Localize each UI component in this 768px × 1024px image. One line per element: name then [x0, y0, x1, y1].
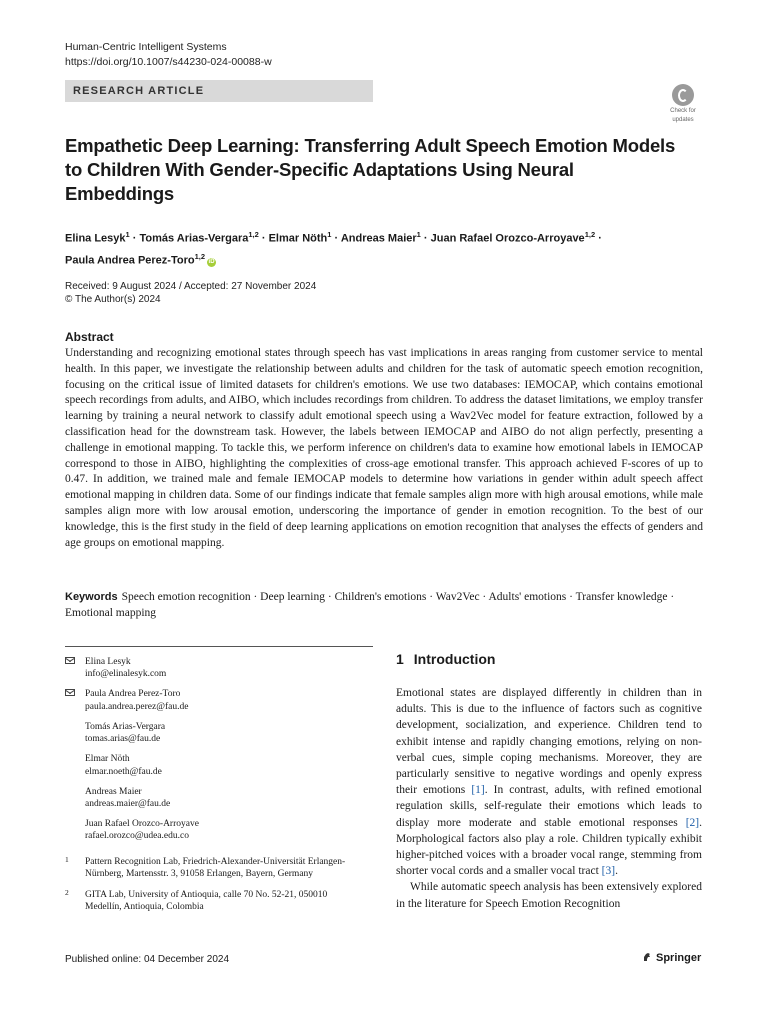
- contact-name: Elina Lesyk: [85, 657, 131, 667]
- footnote-divider: [65, 646, 373, 647]
- author-list: [65, 226, 705, 269]
- contact-entry: [65, 656, 375, 681]
- citation-link[interactable]: [1]: [471, 784, 485, 797]
- envelope-icon: [65, 657, 75, 664]
- author-name[interactable]: Paula Andrea Perez-Toro: [65, 254, 195, 267]
- intro-text-segment: .: [615, 865, 618, 878]
- envelope-icon: [65, 689, 75, 696]
- check-for-updates-badge[interactable]: [664, 84, 702, 124]
- author-separator: ·: [132, 232, 137, 245]
- contact-name: Andreas Maier: [85, 786, 142, 797]
- contact-list: [65, 656, 375, 850]
- contact-entry: [65, 688, 375, 713]
- intro-text-segment: . In contrast, adults, with refined emotional regulation skills, self-regulate their emotions which leads to display more moderate and stable emotional responses: [396, 784, 702, 829]
- keywords: [65, 589, 705, 621]
- keywords-label: Keywords: [65, 591, 118, 603]
- contact-entry: [65, 753, 375, 778]
- received-accepted-dates: Received: 9 August 2024 / Accepted: 27 November 2024: [65, 281, 317, 292]
- check-updates-icon: [672, 84, 694, 106]
- abstract-heading: Abstract: [65, 330, 114, 344]
- citation-link[interactable]: [3]: [601, 865, 616, 878]
- author-affil-sup: 1,2: [584, 230, 596, 239]
- introduction-body: [396, 685, 702, 912]
- affiliation-number: 2: [65, 887, 69, 897]
- contact-email[interactable]: info@elinalesyk.com: [85, 669, 167, 680]
- paper-title: Empathetic Deep Learning: Transferring Adult Speech Emotion Models to Children With Gender-Specific Adaptations Using Neural Embeddings: [65, 135, 676, 204]
- contact-entry: [65, 818, 375, 843]
- affiliation-list: [65, 856, 365, 922]
- author-affil-sup: 1: [416, 230, 421, 239]
- contact-entry: [65, 786, 375, 811]
- contact-name: Elmar Nöth: [85, 754, 130, 765]
- check-updates-line2: updates: [672, 117, 694, 123]
- article-type-banner: RESEARCH ARTICLE: [65, 80, 373, 102]
- author-name[interactable]: Juan Rafael Orozco-Arroyave: [430, 232, 585, 245]
- author-separator: ·: [261, 232, 266, 245]
- intro-paragraph-2: While automatic speech analysis has been extensively explored in the literature for Speech Emotion Recognition: [396, 881, 702, 910]
- contact-name: Juan Rafael Orozco-Arroyave: [85, 819, 199, 830]
- affiliation-text: Pattern Recognition Lab, Friedrich-Alexander-Universität Erlangen-Nürnberg, Martensstr. 3, 91058 Erlangen, Bayern, Germany: [85, 857, 346, 880]
- author-affil-sup: 1: [125, 230, 130, 239]
- intro-text-segment: . Morphological factors also play a role. Children typically exhibit higher-pitched voices with a broader vocal range, stemming from shorter vocal cords and a smaller vocal tract: [396, 816, 702, 878]
- springer-horse-icon: [642, 952, 652, 962]
- copyright-line: © The Author(s) 2024: [65, 294, 161, 305]
- intro-text-segment: Emotional states are displayed differently in children than in adults. This is due to the influence of factors such as cognitive development, socialization, and experience. Children tend to exhibit intense and rapidly changing emotions, relying on non-verbal cues, simple coping mechanisms. Moreover, they are particularly sensitive to negative wordings and openly express their emotions: [396, 687, 702, 797]
- contact-email[interactable]: paula.andrea.perez@fau.de: [85, 701, 189, 712]
- affiliation-text: GITA Lab, University of Antioquia, calle 70 No. 52-21, 050010 Medellín, Antioquia, Colombia: [85, 889, 328, 913]
- author-affil-sup: 1,2: [194, 251, 206, 261]
- contact-email[interactable]: andreas.maier@fau.de: [85, 799, 171, 810]
- doi-link[interactable]: https://doi.org/10.1007/s44230-024-00088-w: [65, 56, 272, 68]
- section-heading-introduction: [396, 651, 495, 667]
- abstract-text: Understanding and recognizing emotional states through speech has vast implications in areas ranging from customer service to mental health. In this paper, we investigate the relationship between adults and children for the task of automatic speech emotion recognition, focusing on the critical issue of limited datasets for children's emotions. We use two databases: IEMOCAP, which contains emotional speech recordings from adults, and AIBO, which includes recordings from children. To address the dataset limitations, we employ transfer learning by training a neural network to classify adult emotional speech using a Wav2Vec model for feature extraction, followed by a classification head for the downstream task. However, the labels between IEMOCAP and AIBO do not align perfectly, presenting a challenge in emotional mapping. To tackle this, we perform inference on children's data to examine how emotional labels in IEMOCAP correspond to those in AIBO, highlighting the complexities of cross-age emotional transfer. This approach achieved F-scores of up to 0.47. In addition, we trained male and female IEMOCAP models to determine how variations in gender within adult speech affect emotional mapping in children data. Some of our findings indicate that female samples align more with high arousal emotions, while male samples align more with low arousal emotion, underscoring the importance of gender in emotion recognition. To the best of our knowledge, this is the first study in the field of deep learning applications on emotion recognition that analyses the effects of genders and age groups on emotional mapping.: [65, 347, 703, 549]
- contact-entry: [65, 721, 375, 746]
- orcid-icon[interactable]: iD: [208, 259, 215, 266]
- section-title: Introduction: [413, 651, 496, 667]
- author-name[interactable]: Elina Lesyk: [65, 232, 126, 245]
- contact-name: Paula Andrea Perez-Toro: [85, 689, 181, 700]
- section-number: 1: [396, 651, 404, 667]
- author-affil-sup: 1,2: [248, 230, 259, 239]
- citation-link[interactable]: [2]: [685, 816, 700, 829]
- author-affil-sup: 1: [327, 230, 332, 239]
- publisher-name: Springer: [656, 952, 702, 964]
- contact-email[interactable]: tomas.arias@fau.de: [85, 734, 161, 745]
- author-name[interactable]: Andreas Maier: [340, 232, 417, 245]
- contact-name: Tomás Arias-Vergara: [85, 721, 166, 732]
- check-updates-line1: Check for: [670, 108, 696, 114]
- journal-info: [65, 40, 272, 70]
- affiliation-number: 1: [65, 855, 69, 864]
- affiliation-entry: [65, 889, 365, 914]
- author-separator: ·: [423, 232, 428, 245]
- intro-paragraph-1: [396, 685, 702, 879]
- author-name[interactable]: Elmar Nöth: [268, 232, 328, 245]
- author-separator: ·: [334, 232, 339, 245]
- publisher-logo: [642, 952, 701, 964]
- keywords-text: Speech emotion recognition · Deep learning · Children's emotions · Wav2Vec · Adults' emotions · Transfer knowledge · Emotional mapping: [65, 591, 675, 619]
- published-online-date: Published online: 04 December 2024: [65, 954, 229, 965]
- contact-email[interactable]: rafael.orozco@udea.edu.co: [85, 831, 189, 842]
- author-name[interactable]: Tomás Arias-Vergara: [139, 232, 249, 245]
- contact-email[interactable]: elmar.noeth@fau.de: [85, 766, 162, 777]
- affiliation-entry: [65, 856, 365, 881]
- author-separator: ·: [598, 232, 602, 245]
- article-dates: [65, 280, 316, 306]
- journal-name: Human-Centric Intelligent Systems: [65, 41, 227, 53]
